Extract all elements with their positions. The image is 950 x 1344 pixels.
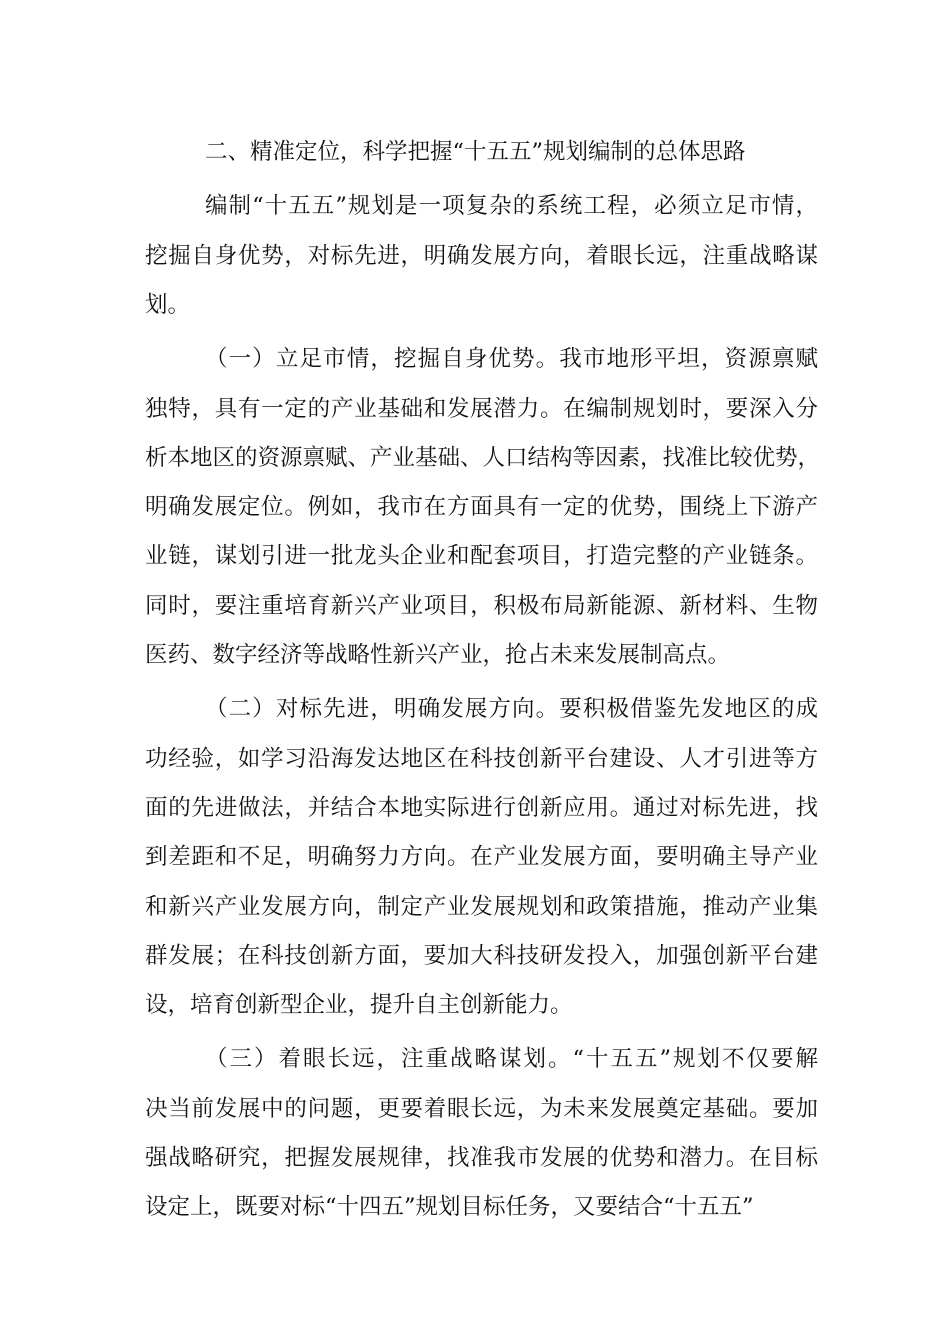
- paragraph-line: 群发展；在科技创新方面，要加大科技研发投入，加强创新平台建: [145, 942, 818, 969]
- paragraph-line: （二）对标先进，明确发展方向。要积极借鉴先发地区的成: [205, 696, 818, 723]
- paragraph-line: 设，培育创新型企业，提升自主创新能力。: [145, 992, 573, 1019]
- paragraph-line: 独特，具有一定的产业基础和发展潜力。在编制规划时，要深入分: [145, 395, 818, 422]
- paragraph-line: 到差距和不足，明确努力方向。在产业发展方面，要明确主导产业: [145, 844, 818, 871]
- paragraph-line: 医药、数字经济等战略性新兴产业，抢占未来发展制高点。: [145, 642, 731, 668]
- paragraph-line: 挖掘自身优势，对标先进，明确发展方向，着眼长远，注重战略谋: [145, 242, 818, 269]
- paragraph-line: 析本地区的资源禀赋、产业基础、人口结构等因素，找准比较优势，: [145, 444, 821, 471]
- paragraph-line: 强战略研究，把握发展规律，找准我市发展的优势和潜力。在目标: [145, 1145, 818, 1171]
- paragraph-line: 划。: [145, 291, 191, 318]
- paragraph-line: （一）立足市情，挖掘自身优势。我市地形平坦，资源禀赋: [205, 346, 818, 373]
- paragraph-line: （三）着眼长远，注重战略谋划。“十五五”规划不仅要解: [205, 1046, 818, 1073]
- paragraph-line: 业链，谋划引进一批龙头企业和配套项目，打造完整的产业链条。: [145, 543, 818, 570]
- paragraph-line: 和新兴产业发展方向，制定产业发展规划和政策措施，推动产业集: [145, 893, 818, 920]
- paragraph-line: 编制“十五五”规划是一项复杂的系统工程，必须立足市情，: [205, 193, 818, 220]
- section-heading: 二、精准定位，科学把握“十五五”规划编制的总体思路: [205, 139, 746, 165]
- paragraph-line: 明确发展定位。例如，我市在方面具有一定的优势，围绕上下游产: [145, 494, 818, 521]
- paragraph-line: 设定上，既要对标“十四五”规划目标任务，又要结合“十五五”: [145, 1194, 754, 1221]
- paragraph-line: 面的先进做法，并结合本地实际进行创新应用。通过对标先进，找: [145, 794, 818, 821]
- paragraph-line: 同时，要注重培育新兴产业项目，积极布局新能源、新材料、生物: [145, 592, 818, 619]
- paragraph-line: 功经验，如学习沿海发达地区在科技创新平台建设、人才引进等方: [145, 745, 818, 772]
- paragraph-line: 决当前发展中的问题，更要着眼长远，为未来发展奠定基础。要加: [145, 1095, 818, 1122]
